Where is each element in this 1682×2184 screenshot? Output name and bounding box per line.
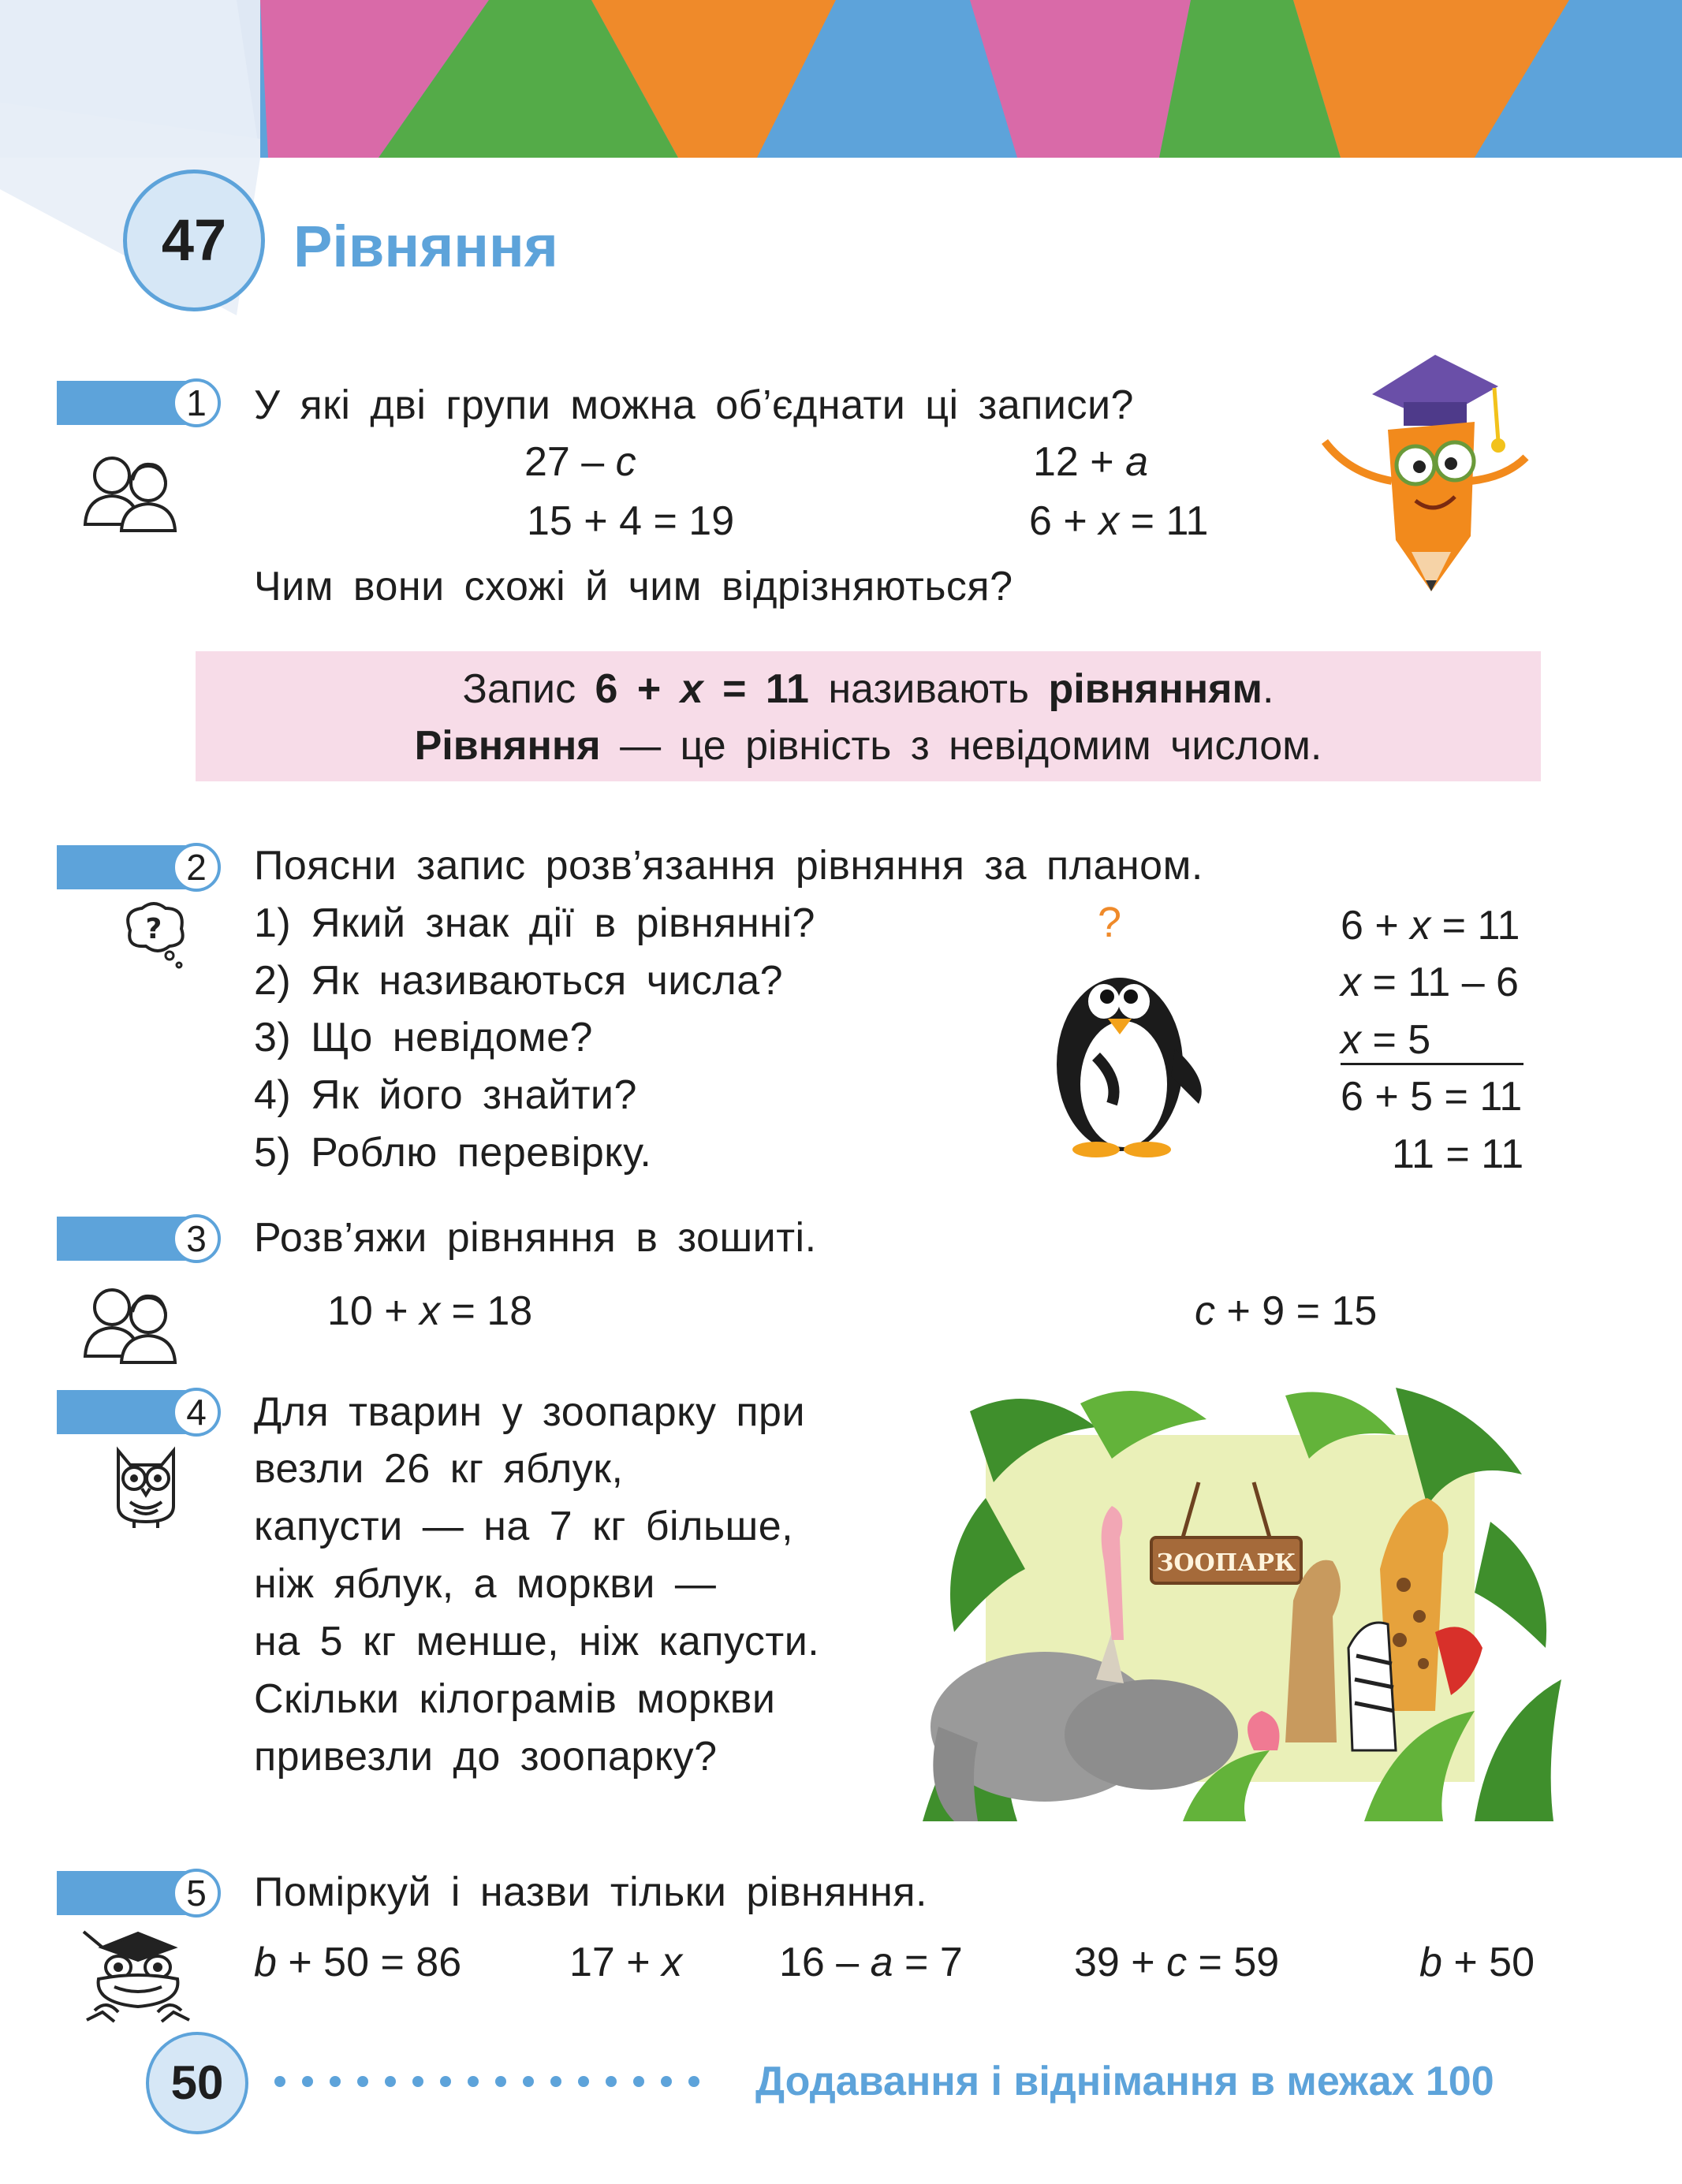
task5-expression-3: 16 – a = 7 — [779, 1940, 963, 1985]
task4-line: везли 26 кг яблук, — [254, 1446, 624, 1492]
task5-expression-1: b + 50 = 86 — [254, 1940, 462, 1985]
task-number: 5 — [172, 1869, 221, 1918]
task-number: 3 — [172, 1214, 221, 1263]
zoo-illustration — [923, 1380, 1569, 1829]
plan-step: 2) Як називаються числа? — [254, 958, 784, 1004]
rule-term: рівнянням — [1048, 666, 1262, 712]
zoo-sign: ЗООПАРК — [1156, 1549, 1296, 1577]
task3-equation-2: c + 9 = 15 — [1195, 1288, 1378, 1334]
task4-line: капусти — на 7 кг більше, — [254, 1504, 794, 1549]
plan-step: 3) Що невідоме? — [254, 1015, 593, 1060]
footer-dots — [272, 2070, 722, 2093]
task5-prompt: Поміркуй і назви тільки рівняння. — [254, 1869, 927, 1915]
rule-line-1: Запис 6 + x = 11 називають рівнянням. — [462, 666, 1274, 712]
task4-line: привезли до зоопарку? — [254, 1734, 718, 1780]
rule-text: Запис — [462, 666, 595, 712]
plan-step: 4) Як його знайти? — [254, 1072, 637, 1118]
task5-expression-2: 17 + x — [569, 1940, 683, 1985]
page-number-badge — [146, 2032, 248, 2134]
task2-prompt: Поясни запис розв’язання рівняння за планом. — [254, 843, 1203, 889]
rule-line-2 — [196, 717, 1541, 774]
thinking-bubble-icon — [114, 899, 193, 970]
solution-divider — [1341, 1063, 1523, 1065]
task3-equation-1: 10 + x = 18 — [327, 1288, 533, 1334]
task-number: 2 — [172, 843, 221, 892]
plan-step: 5) Роблю перевірку. — [254, 1130, 652, 1176]
section-title: Додавання і віднімання в межах 100 — [755, 2059, 1494, 2104]
rule-text: . — [1262, 666, 1274, 712]
task-number: 1 — [172, 378, 221, 427]
task4-line: Для тварин у зоопарку при — [254, 1389, 806, 1435]
task4-line: на 5 кг менше, ніж капусти. — [254, 1619, 820, 1664]
task3-prompt: Розв’яжи рівняння в зошиті. — [254, 1215, 817, 1261]
record-4: 6 + x = 11 — [1029, 498, 1209, 544]
pencil-mascot-icon — [1301, 339, 1538, 607]
pair-work-icon — [79, 1277, 181, 1364]
record-2: 12 + a — [1033, 439, 1149, 485]
solution-line-3: x = 5 — [1341, 1017, 1431, 1063]
rule-text: називають — [808, 666, 1049, 712]
task4-line: ніж яблук, а моркви — — [254, 1561, 717, 1607]
plan-step: 1) Який знак дії в рівнянні? — [254, 900, 815, 946]
task5-expression-4: 39 + c = 59 — [1074, 1940, 1280, 1985]
lesson-title: Рівняння — [293, 214, 558, 279]
solution-check-1: 6 + 5 = 11 — [1341, 1074, 1523, 1120]
pair-work-icon — [79, 445, 181, 532]
solution-line-2: x = 11 – 6 — [1341, 960, 1519, 1005]
rule-term: Рівняння — [414, 723, 601, 769]
task-number: 4 — [172, 1388, 221, 1437]
task1-followup: Чим вони схожі й чим відрізняються? — [254, 564, 1013, 609]
lesson-number-badge — [123, 170, 265, 311]
owl-icon — [110, 1443, 181, 1530]
lesson-number: 47 — [161, 207, 227, 273]
record-3: 15 + 4 = 19 — [527, 498, 735, 544]
penguin-question-mark: ? — [1098, 899, 1122, 946]
rule-text: — це рівність з невідомим числом. — [600, 723, 1322, 769]
svg-text:?: ? — [145, 913, 162, 945]
record-1: 27 – c — [524, 439, 636, 485]
task1-question: У які дві групи можна об’єднати ці записи? — [254, 382, 1134, 428]
frog-scholar-icon — [79, 1924, 197, 2026]
page-number: 50 — [170, 2056, 224, 2109]
solution-line-1: 6 + x = 11 — [1341, 903, 1520, 949]
task5-expression-5: b + 50 — [1419, 1940, 1535, 1985]
task4-line: Скільки кілограмів моркви — [254, 1676, 776, 1722]
penguin-icon — [1041, 946, 1214, 1159]
solution-check-2: 11 = 11 — [1392, 1131, 1524, 1177]
